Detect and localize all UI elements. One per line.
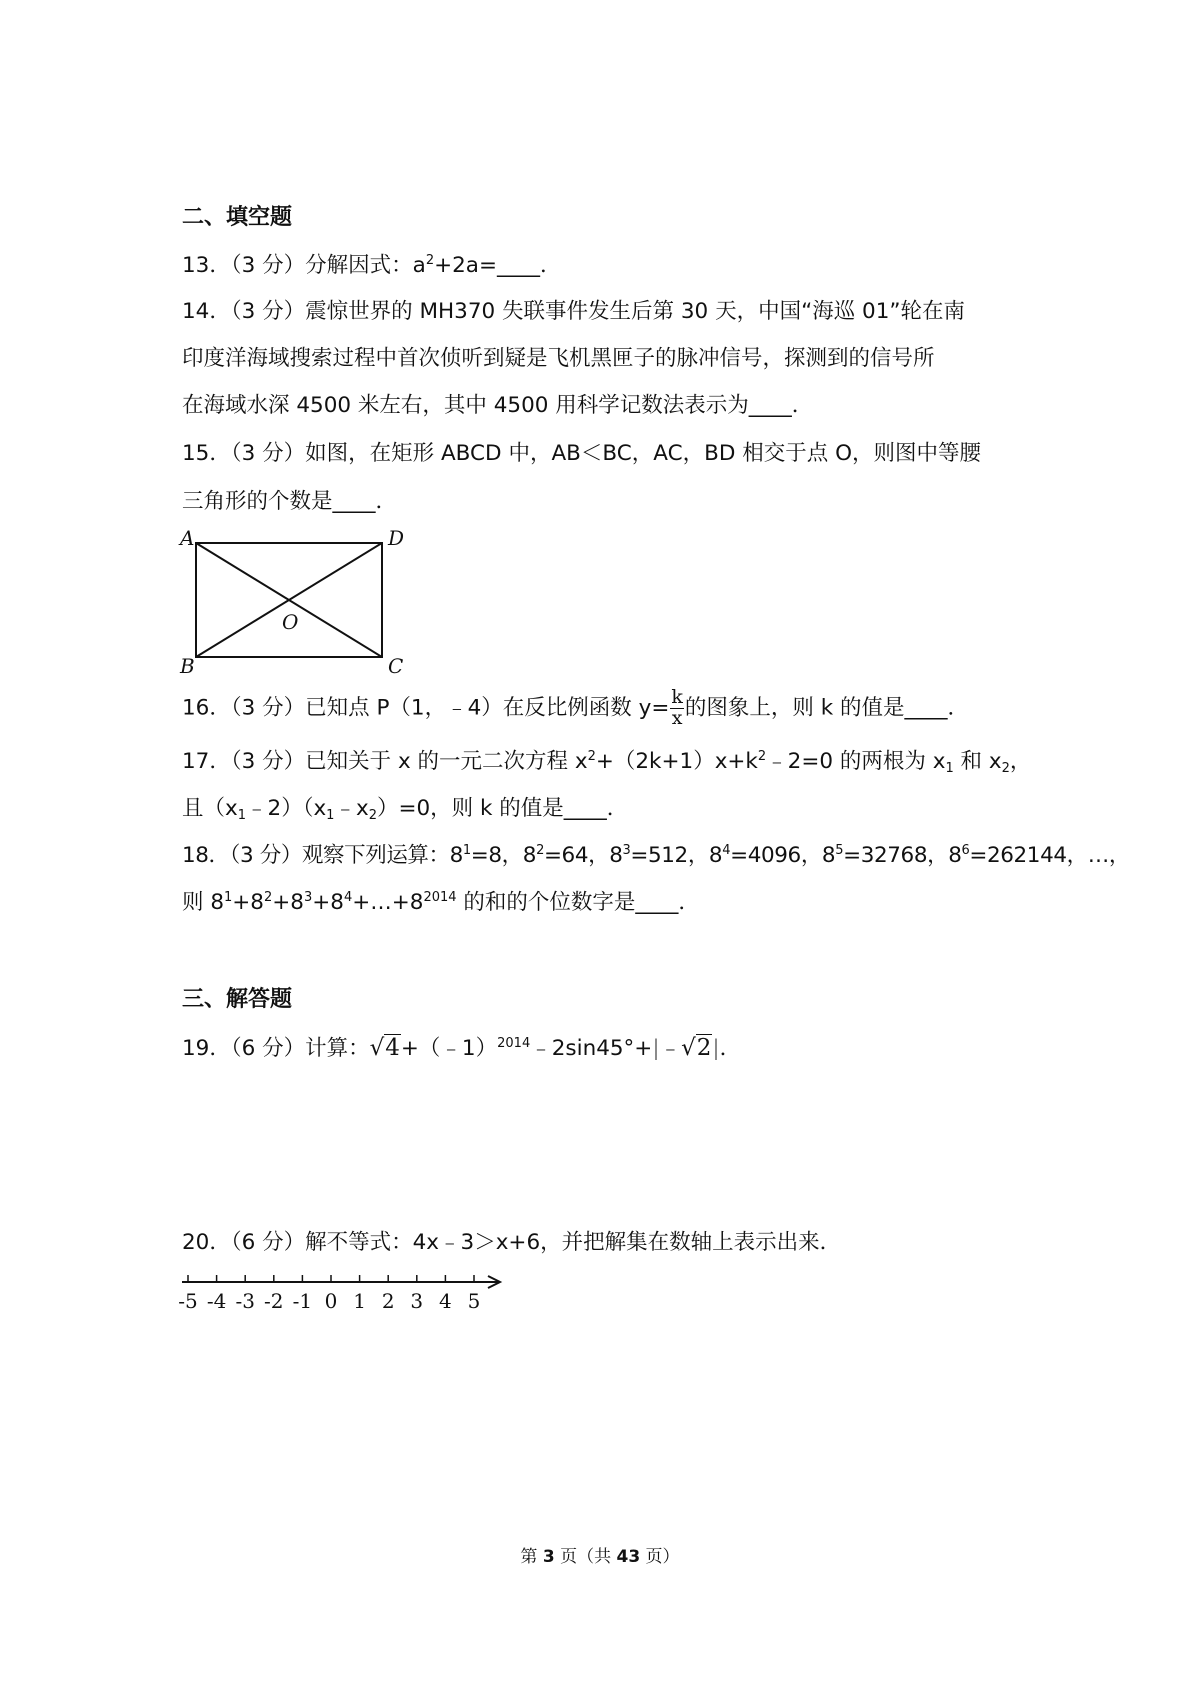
section-heading-fill-in: 二、填空题 — [182, 205, 293, 230]
question-14-line-1: 14．（3 分）震惊世界的 MH370 失联事件发生后第 30 天，中国“海巡 01”轮在南 — [182, 299, 966, 324]
center-label-o: O — [282, 610, 299, 634]
abs-bar-left: | — [652, 1036, 660, 1061]
number-line-label: -1 — [292, 1289, 313, 1313]
number-line-label: -4 — [206, 1289, 227, 1313]
number-line-label: 0 — [324, 1289, 338, 1313]
rectangle-abcd-figure — [176, 525, 416, 677]
question-17-line-1: 17．（3 分）已知关于 x 的一元二次方程 $x^2+(2k+1)x+k^2﹣2=0$ 的两根为 $x_1$ 和 $x_2$， — [182, 749, 1032, 776]
vertex-label-c: C — [388, 654, 404, 677]
number-line-label: -5 — [178, 1289, 198, 1313]
question-14-line-2: 印度洋海域搜索过程中首次侦听到疑是飞机黑匣子的脉冲信号，探测到的信号所 — [182, 346, 935, 371]
number-line-label: -3 — [235, 1289, 255, 1313]
question-18-line-1: 18．（3 分）观察下列运算：$8^1=8$，$8^2=64$，$8^3=512$，$8^4=4096$，$8^5=32768$，$8^6=262144$，…， — [182, 843, 1130, 868]
question-19: 19．（6 分）计算：√4+（﹣1）$^{2014}$﹣2sin45°+|﹣√2|． — [182, 1035, 742, 1061]
question-15-line-2: 三角形的个数是____． — [182, 489, 398, 514]
vertex-label-a: A — [180, 526, 195, 550]
question-14-line-3: 在海域水深 4500 米左右，其中 4500 用科学记数法表示为____． — [182, 393, 814, 418]
vertex-label-b: B — [180, 654, 195, 677]
number-line-label: 5 — [467, 1289, 481, 1313]
question-15-line-1: 15．（3 分）如图，在矩形 ABCD 中，AB＜BC，AC，BD 相交于点 O，则图中等腰 — [182, 441, 982, 466]
sqrt-4: √4 — [369, 1035, 400, 1061]
number-line-label: 4 — [439, 1289, 452, 1313]
vertex-label-d: D — [388, 526, 405, 550]
number-line-label: 3 — [410, 1289, 424, 1313]
abs-bar-right: | — [712, 1036, 720, 1061]
number-line-label: -2 — [264, 1289, 284, 1313]
number-line-label: 1 — [353, 1289, 366, 1313]
question-20: 20．（6 分）解不等式：4x﹣3＞x+6，并把解集在数轴上表示出来． — [182, 1230, 842, 1255]
page-footer: 第 3 页（共 43 页） — [520, 1547, 680, 1567]
fraction-k-over-x: $\frac{k}{x}$ — [671, 686, 683, 729]
question-17-line-2: 且$(x_1﹣2)(x_1﹣x_2)=0$，则 k 的值是____． — [182, 796, 629, 823]
number-line-label: 2 — [381, 1289, 395, 1313]
section-heading-solutions: 三、解答题 — [182, 987, 293, 1012]
sqrt-2: √2 — [681, 1035, 712, 1061]
question-13: 13．（3 分）分解因式：$a^2+2a=\_\_\_\_$． — [182, 253, 562, 278]
question-16: 16．（3 分）已知点 P（1，﹣4）在反比例函数 y= $\frac{k}{x}$ 的图象上，则 k 的值是____． — [182, 686, 969, 729]
question-18-line-2: 则 $8^1+8^2+8^3+8^4+\dots+8^{2014}$ 的和的个位数字是____． — [182, 890, 700, 915]
number-line — [176, 1268, 516, 1316]
